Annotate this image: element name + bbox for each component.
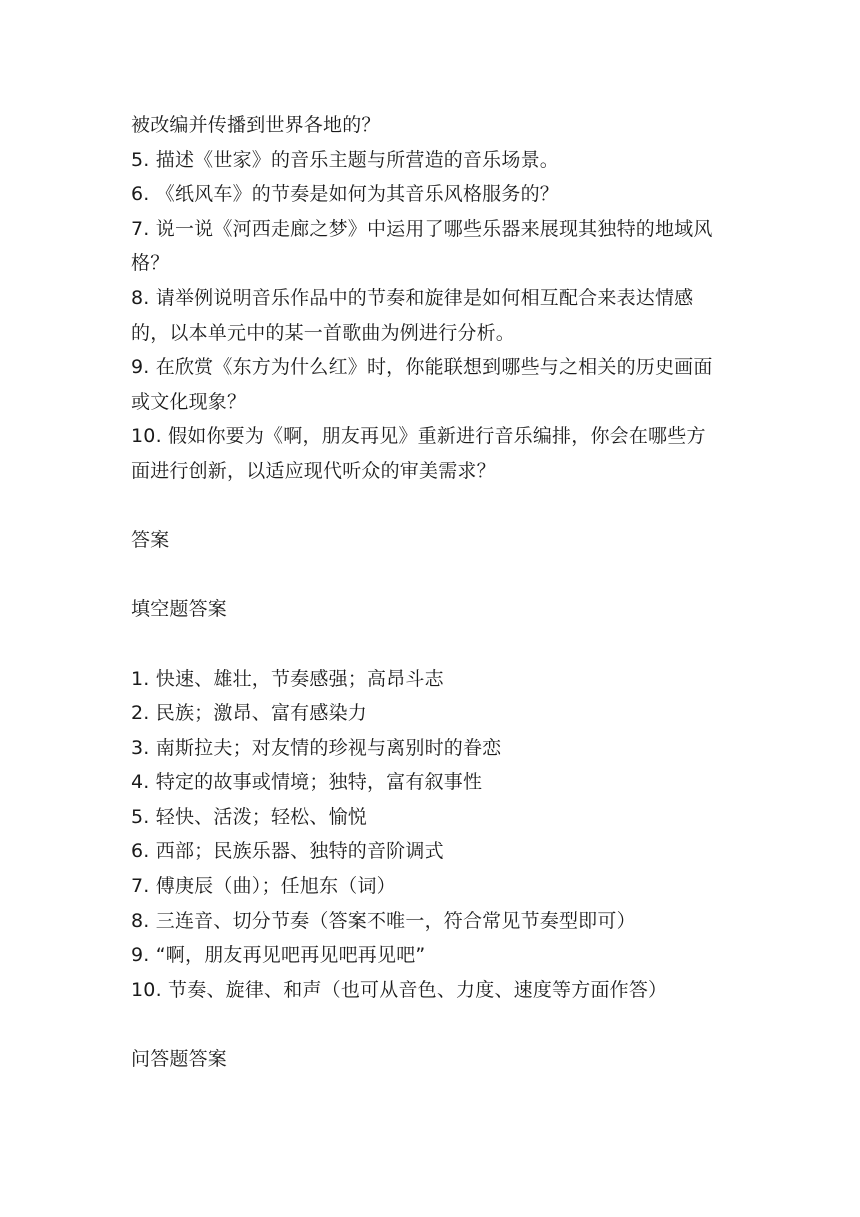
answer-line: 6. 西部；民族乐器、独特的音阶调式: [131, 840, 444, 863]
answer-line: 3. 南斯拉夫；对友情的珍视与离别时的眷恋: [131, 736, 502, 759]
document-page: [131, 108, 741, 1077]
question-line: 被改编并传播到世界各地的？: [131, 114, 381, 136]
answer-line: 5. 轻快、活泼；轻松、愉悦: [131, 805, 367, 828]
question-line: 7. 说一说《河西走廊之梦》中运用了哪些乐器来展现其独特的地域风: [131, 217, 713, 240]
question-line: 6. 《纸风车》的节奏是如何为其音乐风格服务的？: [131, 183, 559, 206]
answer-line: 2. 民族；激昂、富有感染力: [131, 702, 367, 725]
answer-line: 9. “啊，朋友再见吧再见吧再见吧”: [131, 944, 426, 967]
qa-heading: 问答题答案: [131, 1048, 228, 1071]
answer-line: 10. 节奏、旋律、和声（也可从音色、力度、速度等方面作答）: [131, 978, 668, 1001]
fill-blank-answers-list: [131, 662, 741, 1008]
spacer: [131, 558, 741, 593]
questions-list: [131, 108, 741, 489]
fill-blank-heading: 填空题答案: [131, 598, 228, 621]
question-line: 9. 在欣赏《东方为什么红》时，你能联想到哪些与之相关的历史画面: [131, 356, 713, 379]
spacer: [131, 627, 741, 662]
question-line: 8. 请举例说明音乐作品中的节奏和旋律是如何相互配合来表达情感: [131, 286, 694, 309]
answer-line: 4. 特定的故事或情境；独特，富有叙事性: [131, 771, 483, 794]
spacer: [131, 1007, 741, 1042]
question-line: 格？: [131, 252, 170, 275]
answer-line: 7. 傅庚辰（曲）；任旭东（词）: [131, 875, 396, 898]
question-line: 或文化现象？: [131, 390, 247, 413]
question-line: 10. 假如你要为《啊，朋友再见》重新进行音乐编排，你会在哪些方: [131, 425, 706, 448]
question-line: 面进行创新，以适应现代听众的审美需求？: [131, 459, 496, 482]
answer-line: 8. 三连音、切分节奏（答案不唯一，符合常见节奏型即可）: [131, 909, 636, 932]
answer-line: 1. 快速、雄壮，节奏感强；高昂斗志: [131, 667, 444, 690]
answers-heading: 答案: [131, 529, 170, 552]
question-line: 的，以本单元中的某一首歌曲为例进行分析。: [131, 321, 516, 344]
question-line: 5. 描述《世家》的音乐主题与所营造的音乐场景。: [131, 148, 559, 171]
spacer: [131, 489, 741, 524]
